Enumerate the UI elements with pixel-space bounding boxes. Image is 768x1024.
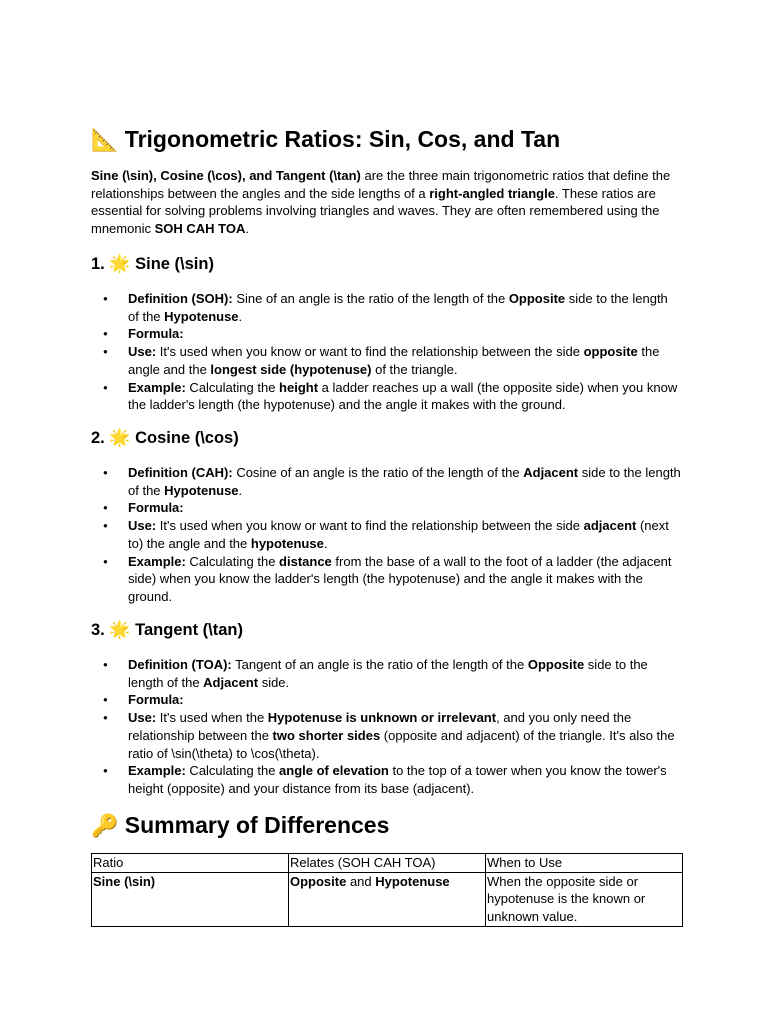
cosine-example bbox=[91, 553, 681, 606]
bold-term: longest side (hypotenuse) bbox=[210, 361, 372, 377]
bold-term: angle of elevation bbox=[279, 763, 389, 779]
bold-term: Hypotenuse bbox=[164, 308, 239, 324]
key-icon: 🔑 bbox=[91, 814, 119, 839]
table-header-cell: Relates (SOH CAH TOA) bbox=[289, 854, 486, 873]
page-title bbox=[91, 124, 560, 156]
cosine-formula bbox=[91, 499, 681, 517]
text: from the base of a wall to the foot of a ladder (the adjacent side) when you know the ladder's length (the hypotenuse) and the angle it makes with the ground. bbox=[128, 553, 672, 604]
sine-definition bbox=[91, 290, 681, 325]
definition-label: Definition (CAH): bbox=[128, 465, 233, 480]
sine-heading-text: Sine (\sin) bbox=[135, 255, 214, 273]
tangent-example bbox=[91, 762, 681, 797]
summary-heading bbox=[91, 810, 389, 842]
bold-term: two shorter sides bbox=[272, 727, 381, 743]
bold-term: distance bbox=[279, 553, 332, 569]
summary-table bbox=[91, 853, 683, 927]
text: (opposite and adjacent) of the triangle. It's also the ratio of \sin(\theta) to \cos(\theta). bbox=[128, 727, 675, 761]
cosine-heading-text: Cosine (\cos) bbox=[135, 429, 239, 447]
table-cell-when: When the opposite side or hypotenuse is the known or unknown value. bbox=[486, 872, 683, 926]
table-header-row bbox=[92, 854, 683, 873]
text: . bbox=[323, 535, 328, 551]
bold-term: Opposite bbox=[508, 291, 566, 306]
bold-term: Hypotenuse bbox=[164, 482, 239, 498]
bold-term: Hypotenuse is unknown or irrelevant bbox=[267, 710, 497, 726]
text: . bbox=[238, 482, 243, 498]
tangent-definition bbox=[91, 656, 681, 691]
text: side to the length of the bbox=[128, 291, 668, 324]
text: It's used when you know or want to find the relationship between the side bbox=[156, 344, 584, 360]
use-label: Use: bbox=[128, 518, 157, 534]
example-label: Example: bbox=[128, 379, 186, 395]
table-header-cell: Ratio bbox=[92, 854, 289, 873]
text: Calculating the bbox=[185, 379, 280, 395]
tangent-formula bbox=[91, 691, 681, 709]
text: , and you only need the relationship between the bbox=[128, 710, 632, 743]
intro-bold-1: right-angled triangle bbox=[429, 185, 555, 201]
tangent-use bbox=[91, 709, 681, 762]
text: . bbox=[238, 308, 243, 324]
tangent-heading bbox=[91, 619, 243, 641]
text: and bbox=[346, 873, 376, 889]
example-label: Example: bbox=[128, 763, 186, 779]
text: (next to) the angle and the bbox=[128, 518, 669, 551]
text: Cosine of an angle is the ratio of the length of the bbox=[232, 465, 524, 480]
text: It's used when you know or want to find the relationship between the side bbox=[156, 518, 584, 534]
tangent-heading-text: Tangent (\tan) bbox=[135, 621, 243, 639]
text: side to the length of the bbox=[128, 657, 648, 690]
summary-heading-text: Summary of Differences bbox=[124, 812, 390, 838]
bold-term: Adjacent bbox=[203, 674, 259, 690]
formula-label: Formula: bbox=[128, 692, 184, 708]
table-cell-relates bbox=[289, 872, 486, 926]
page-title-text: Trigonometric Ratios: Sin, Cos, and Tan bbox=[124, 126, 561, 152]
use-label: Use: bbox=[128, 344, 157, 360]
table-row bbox=[92, 872, 683, 926]
use-label: Use: bbox=[128, 710, 157, 726]
cosine-list bbox=[91, 464, 681, 606]
cosine-definition bbox=[91, 464, 681, 499]
sine-formula bbox=[91, 325, 681, 343]
example-label: Example: bbox=[128, 553, 186, 569]
text: Calculating the bbox=[185, 763, 280, 779]
bold-term: Opposite bbox=[527, 657, 585, 672]
glowing-star-icon: 🌟 bbox=[109, 620, 131, 640]
intro-mnemonic: SOH CAH TOA bbox=[154, 221, 246, 237]
cosine-heading-number: 2. bbox=[91, 429, 105, 447]
table-cell-ratio bbox=[92, 872, 289, 926]
text: Sine of an angle is the ratio of the length of the bbox=[232, 291, 509, 306]
text: It's used when the bbox=[156, 710, 268, 726]
intro-text-1: are the three main trigonometric ratios that define the relationships between the angles and the side lengths of a bbox=[91, 168, 671, 201]
sine-heading-number: 1. bbox=[91, 255, 105, 273]
text: a ladder reaches up a wall (the opposite side) when you know the ladder's length (the hypotenuse) and the angle it makes with the ground. bbox=[128, 379, 678, 413]
text: Tangent of an angle is the ratio of the length of the bbox=[231, 657, 528, 672]
text: of the triangle. bbox=[371, 361, 458, 377]
sine-list bbox=[91, 290, 681, 414]
sine-example bbox=[91, 379, 681, 414]
text: side. bbox=[258, 674, 290, 690]
triangular-ruler-icon: 📐 bbox=[91, 128, 119, 153]
text: side to the length of the bbox=[128, 465, 681, 498]
formula-label: Formula: bbox=[128, 326, 184, 342]
table-header-cell: When to Use bbox=[486, 854, 683, 873]
glowing-star-icon: 🌟 bbox=[109, 428, 131, 448]
tangent-heading-number: 3. bbox=[91, 621, 105, 639]
sine-heading bbox=[91, 253, 214, 275]
glowing-star-icon: 🌟 bbox=[109, 254, 131, 274]
intro-lead: Sine (\sin), Cosine (\cos), and Tangent (\tan) bbox=[91, 168, 361, 183]
definition-label: Definition (SOH): bbox=[128, 291, 233, 306]
text: Calculating the bbox=[185, 553, 280, 569]
bold-term: adjacent bbox=[583, 518, 637, 534]
ratio-name: Sine (\sin) bbox=[93, 873, 156, 889]
bold-term: Adjacent bbox=[523, 465, 579, 480]
cosine-heading bbox=[91, 427, 239, 449]
text: to the top of a tower when you know the tower's height (opposite) and your distance from its base (adjacent). bbox=[128, 763, 667, 796]
bold-term: hypotenuse bbox=[250, 535, 324, 551]
formula-label: Formula: bbox=[128, 500, 184, 516]
bold-term: Hypotenuse bbox=[375, 873, 450, 889]
bold-term: height bbox=[279, 379, 319, 395]
cosine-use bbox=[91, 517, 681, 552]
tangent-list bbox=[91, 656, 681, 798]
intro-text-2: . These ratios are essential for solving problems involving triangles and waves. They are often remembered using the mnemonic bbox=[91, 185, 660, 237]
bold-term: Opposite bbox=[290, 873, 347, 889]
intro-text-3: . bbox=[245, 221, 249, 237]
sine-use bbox=[91, 343, 681, 378]
intro-paragraph bbox=[91, 167, 681, 238]
text: the angle and the bbox=[128, 344, 660, 377]
bold-term: opposite bbox=[583, 344, 638, 360]
definition-label: Definition (TOA): bbox=[128, 657, 232, 672]
